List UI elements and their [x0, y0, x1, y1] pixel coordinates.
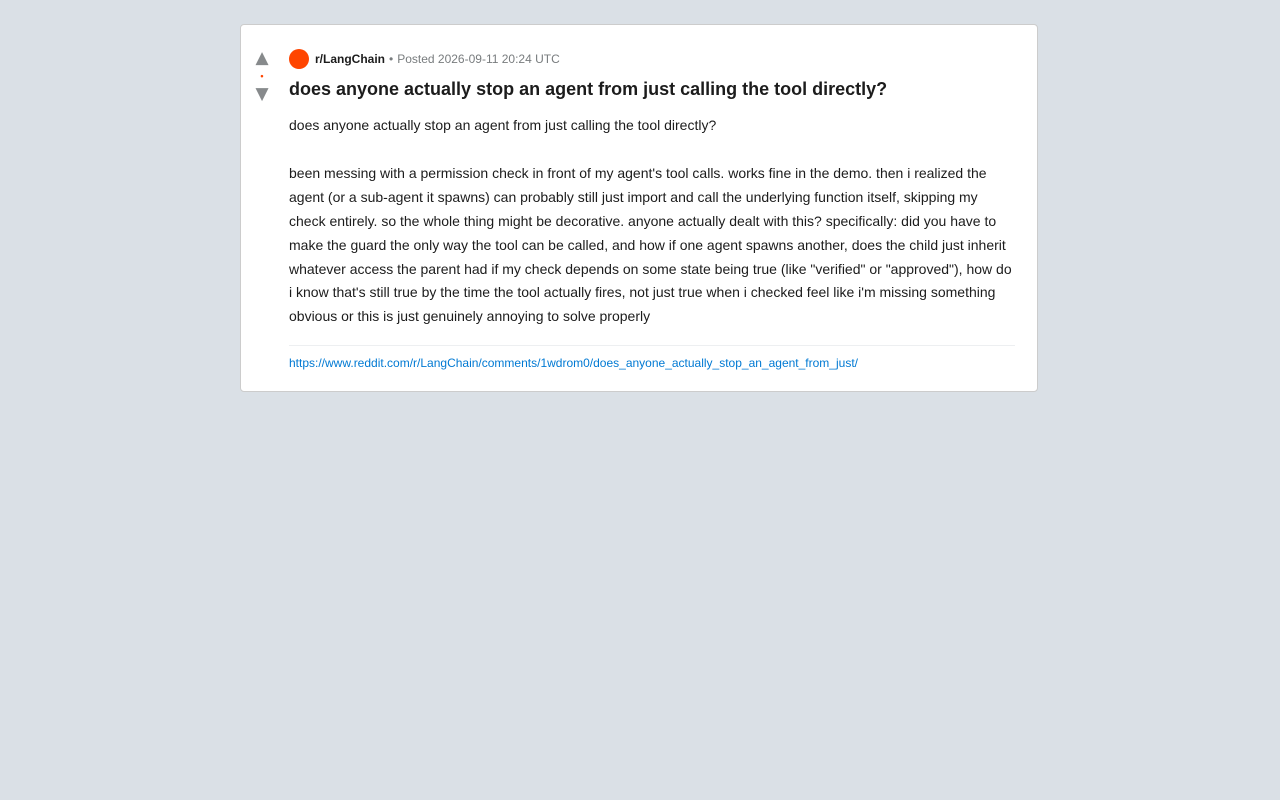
downvote-icon[interactable]: ▼ [255, 84, 269, 104]
post-title[interactable]: does anyone actually stop an agent from just calling the tool directly? [289, 79, 888, 99]
vote-score: • [260, 71, 264, 81]
post-url-link[interactable]: https://www.reddit.com/r/LangChain/comments/1wdrom0/does_anyone_actually_stop_an_agent_from_just/ [289, 356, 858, 371]
post-body-line: does anyone actually stop an agent from just calling the tool directly? [289, 117, 717, 133]
post-content [289, 49, 1015, 371]
post-body-paragraph: been messing with a permission check in front of my agent's tool calls. works fine in the demo. then i realized the agent (or a sub-agent it spawns) can probably still just import and call the underlying function itself, skipping my check entirely. so the whole thing might be decorative. anyone actually dealt with this? specifically: did you have to make the guard the only way the tool can be called, and how if one agent spawns another, does the child just inherit whatever access the parent had if my check depends on some state being true (like "verified" or "approved"), how do i know that's still true by the time the tool actually fires, not just true when i checked feel like i'm missing something obvious or this is just genuinely annoying to solve properly [289, 164, 1012, 325]
subreddit-name[interactable]: r/LangChain [315, 52, 386, 66]
subreddit-icon[interactable] [289, 49, 309, 69]
upvote-icon[interactable]: ▲ [255, 48, 269, 68]
post-card [240, 24, 1038, 392]
meta-separator: • [389, 52, 394, 66]
post-meta [289, 49, 1015, 69]
divider [289, 345, 1015, 346]
post-timestamp: Posted 2026-09-11 20:24 UTC [397, 52, 560, 66]
paragraph-spacer [289, 138, 1015, 162]
vote-column [251, 49, 273, 103]
post-body [289, 114, 1015, 329]
